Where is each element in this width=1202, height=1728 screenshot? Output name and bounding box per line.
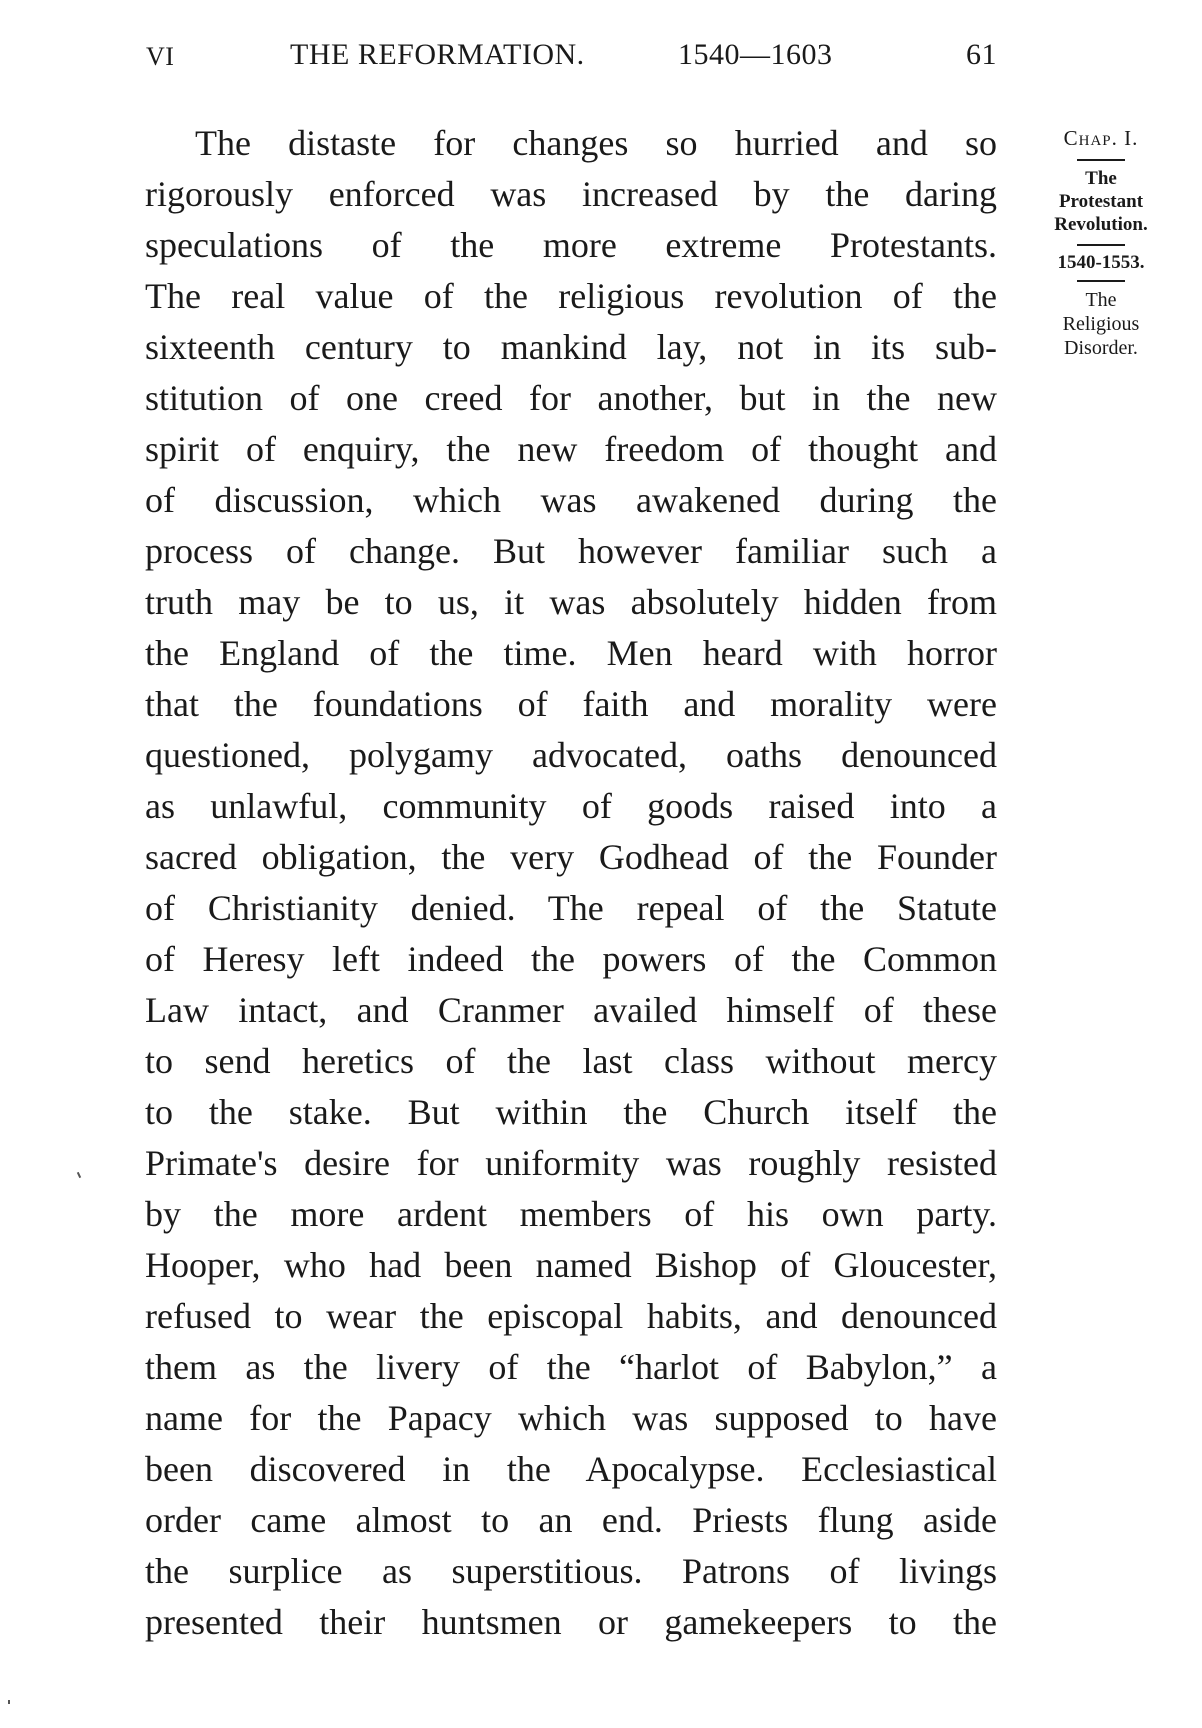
margin-subheading	[1026, 288, 1176, 360]
margin-heading	[1026, 167, 1176, 236]
text-line: speculations of the more extreme Protestants.	[145, 225, 997, 265]
text-line: sixteenth century to mankind lay, not in its sub-	[145, 327, 997, 367]
text-line: of discussion, which was awakened during the	[145, 480, 997, 520]
margin-heading-line: Revolution.	[1054, 214, 1148, 235]
text-line: rigorously enforced was increased by the daring	[145, 174, 997, 214]
text-line: order came almost to an end. Priests flung aside	[145, 1500, 997, 1540]
text-line: been discovered in the Apocalypse. Ecclesiastical	[145, 1449, 997, 1489]
margin-chapter: Chap. I.	[1063, 126, 1139, 150]
text-line: The distaste for changes so hurried and so	[195, 123, 997, 163]
page-number: 61	[966, 38, 997, 71]
text-line: spirit of enquiry, the new freedom of thought and	[145, 429, 997, 469]
text-line: of Christianity denied. The repeal of the Statute	[145, 888, 997, 928]
margin-heading-line: Protestant	[1058, 191, 1144, 212]
text-line: of Heresy left indeed the powers of the Common	[145, 939, 997, 979]
text-line: Primate's desire for uniformity was roughly resisted	[145, 1143, 997, 1183]
text-line: questioned, polygamy advocated, oaths denounced	[145, 735, 997, 775]
margin-rule	[1077, 280, 1125, 282]
body-text	[145, 118, 997, 1648]
margin-notes	[1026, 126, 1176, 368]
text-line: stitution of one creed for another, but in the new	[145, 378, 997, 418]
text-line: truth may be to us, it was absolutely hidden from	[145, 582, 997, 622]
text-line: the England of the time. Men heard with horror	[145, 633, 997, 673]
margin-subheading-line: The	[1085, 289, 1117, 311]
text-line: by the more ardent members of his own party.	[145, 1194, 997, 1234]
header-chapter-number: VI	[146, 42, 175, 71]
header-title: THE REFORMATION.	[290, 38, 585, 71]
text-line: process of change. But however familiar such a	[145, 531, 997, 571]
text-line: sacred obligation, the very Godhead of the Founder	[145, 837, 997, 877]
text-line: name for the Papacy which was supposed to have	[145, 1398, 997, 1438]
text-line: Law intact, and Cranmer availed himself of these	[145, 990, 997, 1030]
text-line: to the stake. But within the Church itself the	[145, 1092, 997, 1132]
scan-speck	[77, 1172, 81, 1178]
margin-date-range: 1540-1553.	[1057, 252, 1145, 273]
margin-subheading-line: Religious	[1062, 313, 1140, 335]
text-line: The real value of the religious revolution of the	[145, 276, 997, 316]
running-header	[130, 38, 1000, 78]
margin-heading-line: The	[1085, 168, 1117, 189]
text-line: presented their huntsmen or gamekeepers to the	[145, 1602, 997, 1642]
scan-speck	[8, 1700, 10, 1704]
header-dates: 1540—1603	[678, 38, 833, 71]
margin-rule	[1077, 244, 1125, 246]
text-line: the surplice as superstitious. Patrons of livings	[145, 1551, 997, 1591]
text-line: as unlawful, community of goods raised into a	[145, 786, 997, 826]
text-line: refused to wear the episcopal habits, and denounced	[145, 1296, 997, 1336]
text-line: Hooper, who had been named Bishop of Gloucester,	[145, 1245, 997, 1285]
text-line: that the foundations of faith and morality were	[145, 684, 997, 724]
margin-subheading-line: Disorder.	[1064, 337, 1138, 359]
text-line: them as the livery of the “harlot of Babylon,” a	[145, 1347, 997, 1387]
text-line: to send heretics of the last class without mercy	[145, 1041, 997, 1081]
margin-rule	[1077, 159, 1125, 161]
